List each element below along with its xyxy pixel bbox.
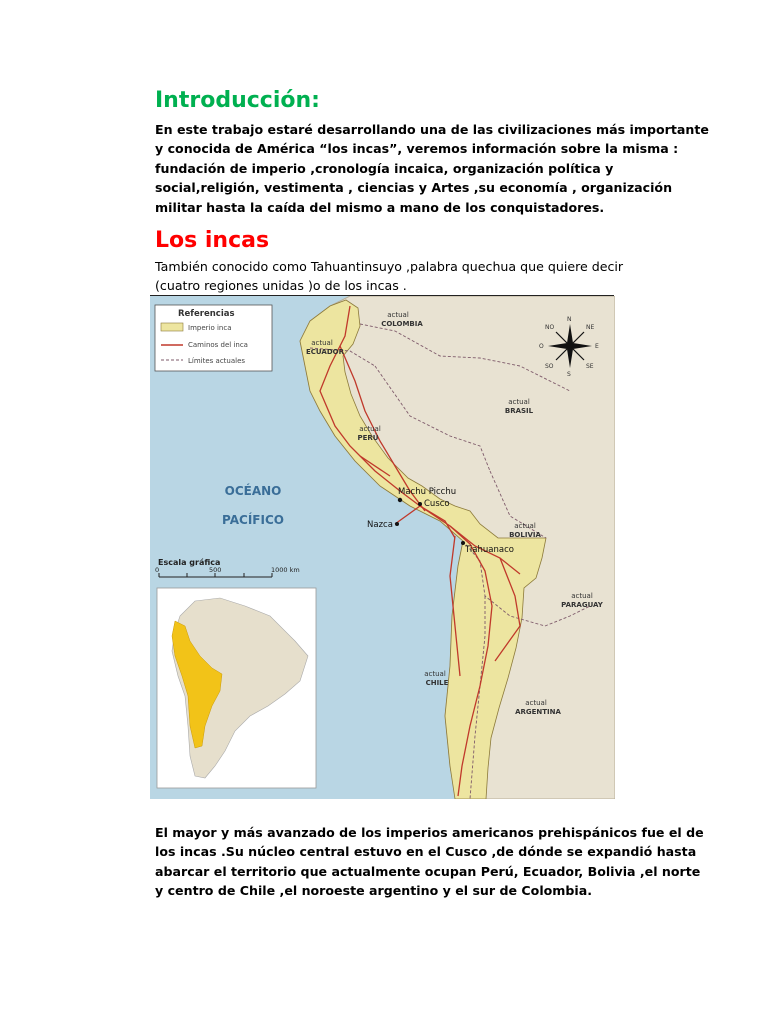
legend-item-borders: Límites actuales — [188, 357, 246, 365]
incas-line: También conocido como Tahuantinsuyo ,palabra quechua que quiere decir — [155, 259, 624, 274]
intro-line: militar hasta la caída del mismo a mano de los conquistadores. — [155, 199, 605, 215]
country-label-paraguay: actual PARAGUAY — [561, 592, 603, 609]
intro-line: fundación de imperio ,cronología incaica, organización política y — [155, 160, 614, 176]
intro-paragraph — [155, 120, 709, 217]
city-label-nazca: Nazca — [367, 520, 393, 530]
scale-tick: 1000 km — [271, 566, 300, 574]
compass-label: N — [567, 316, 572, 323]
closing-line: y centro de Chile ,el noroeste argentino y el sur de Colombia. — [155, 883, 593, 899]
compass-label: SO — [545, 363, 554, 370]
compass-label: SE — [586, 363, 594, 370]
country-label-bolivia: actual BOLIVIA — [509, 522, 541, 539]
legend-item-roads: Caminos del inca — [188, 341, 248, 349]
closing-line: abarcar el territorio que actualmente ocupan Perú, Ecuador, Bolivia ,el norte — [155, 863, 701, 879]
compass-label: O — [539, 343, 544, 350]
legend-item-empire: Imperio inca — [188, 324, 232, 332]
ocean-label: PACÍFICO — [222, 513, 284, 527]
country-label-peru: actual PERÚ — [357, 425, 381, 442]
city-label-machu-picchu: Machu Picchu — [398, 487, 457, 497]
intro-line: y conocida de América “los incas”, veremos información sobre la misma : — [155, 141, 679, 157]
intro-line: social,religión, vestimenta , ciencias y Artes ,su economía , organización — [155, 180, 673, 196]
closing-line: los incas .Su núcleo central estuvo en el Cusco ,de dónde se expandió hasta — [155, 844, 697, 860]
country-label-chile: actual CHILE — [424, 670, 449, 687]
incas-heading: Los incas — [155, 228, 270, 253]
city-label-tiahuanaco: Tiahuanaco — [465, 545, 514, 555]
closing-line: El mayor y más avanzado de los imperios americanos prehispánicos fue el de — [155, 825, 704, 840]
inca-empire-map — [150, 296, 615, 799]
compass-label: NO — [545, 324, 555, 331]
legend-title: Referencias — [178, 309, 235, 319]
incas-paragraph — [155, 257, 635, 296]
scale-tick: 500 — [209, 566, 222, 574]
closing-paragraph — [155, 823, 704, 901]
incas-line: (cuatro regiones unidas )o de los incas . — [155, 278, 407, 294]
inset-map — [157, 588, 316, 788]
compass-label: E — [595, 343, 599, 350]
country-label-colombia: actual COLOMBIA — [381, 311, 423, 328]
intro-heading: Introducción: — [155, 88, 320, 113]
scale-tick: 0 — [155, 566, 160, 574]
legend-swatch-empire — [161, 323, 183, 331]
city-label-cusco: Cusco — [424, 499, 450, 509]
country-label-ecuador: actual ECUADOR — [306, 339, 344, 356]
country-label-brasil: actual BRASIL — [504, 398, 534, 415]
compass-label: NE — [586, 324, 595, 331]
country-label-argentina: actual ARGENTINA — [515, 699, 561, 716]
map-legend — [155, 305, 272, 371]
intro-line: En este trabajo estaré desarrollando una de las civilizaciones más importante — [155, 122, 709, 137]
scale-title: Escala gráfica — [158, 558, 221, 567]
ocean-label: OCÉANO — [224, 484, 282, 498]
compass-label: S — [567, 371, 571, 378]
